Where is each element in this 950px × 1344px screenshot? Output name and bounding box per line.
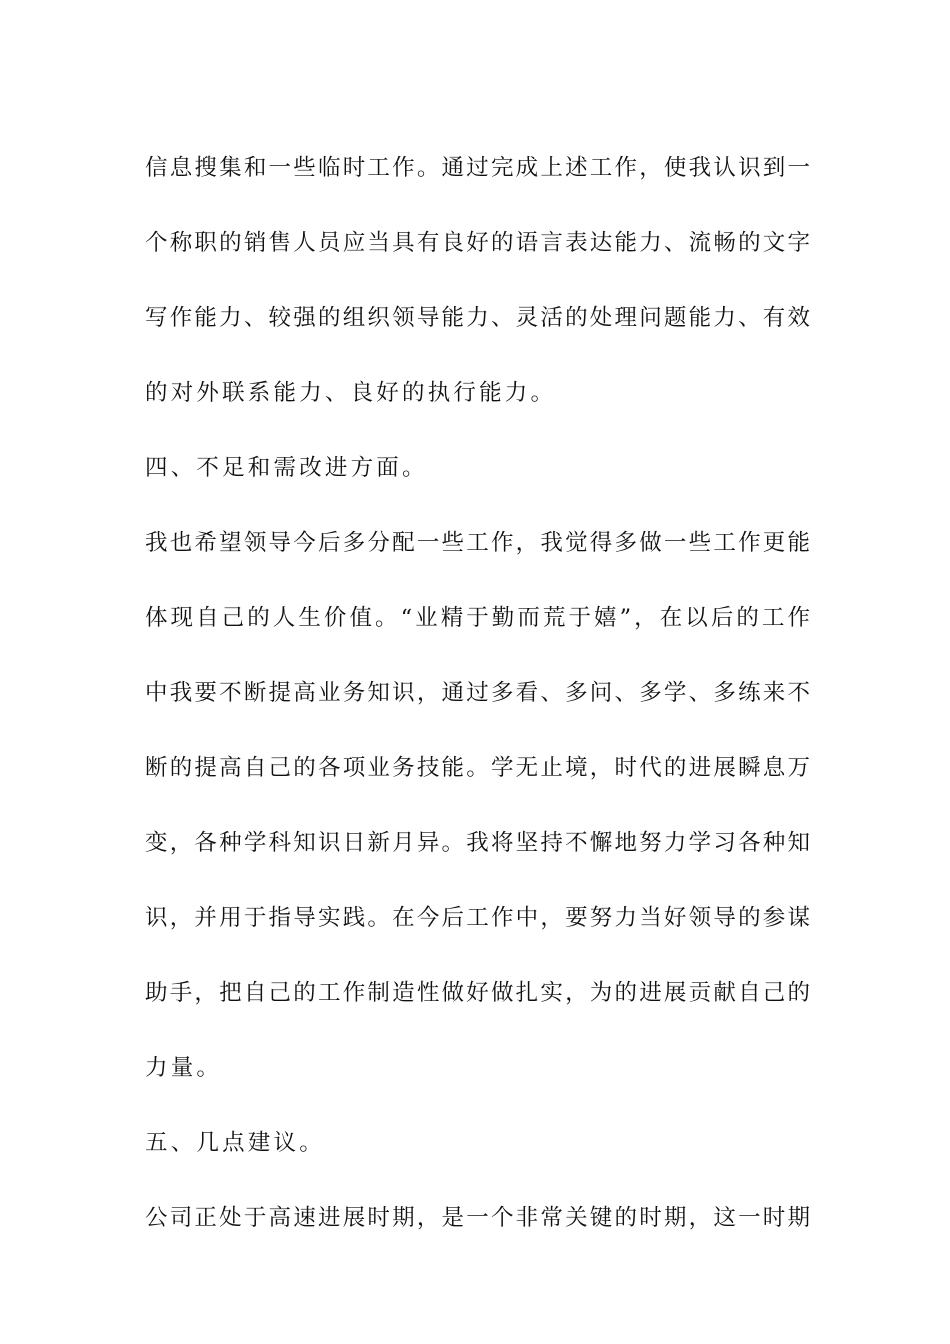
text-line-13: 力量。 xyxy=(145,1055,223,1081)
text-line-4: 的对外联系能力、良好的执行能力。 xyxy=(145,380,557,406)
section-heading-4: 四、不足和需改进方面。 xyxy=(145,455,428,481)
text-line-3: 写作能力、较强的组织领导能力、灵活的处理问题能力、有效 xyxy=(145,305,810,331)
section-heading-5: 五、几点建议。 xyxy=(145,1130,325,1156)
text-line-10: 变，各种学科知识日新月异。我将坚持不懈地努力学习各种知 xyxy=(145,830,810,856)
text-line-12: 助手，把自己的工作制造性做好做扎实，为的进展贡献自己的 xyxy=(145,980,810,1006)
text-line-2: 个称职的销售人员应当具有良好的语言表达能力、流畅的文字 xyxy=(145,230,810,256)
text-line-9: 断的提高自己的各项业务技能。学无止境，时代的进展瞬息万 xyxy=(145,755,810,781)
document-body xyxy=(145,131,810,1256)
text-line-11: 识，并用于指导实践。在今后工作中，要努力当好领导的参谋 xyxy=(145,905,810,931)
text-line-7: 体现自己的人生价值。“业精于勤而荒于嬉”，在以后的工作 xyxy=(145,605,810,631)
text-line-1: 信息搜集和一些临时工作。通过完成上述工作，使我认识到一 xyxy=(145,155,810,181)
text-line-8: 中我要不断提高业务知识，通过多看、多问、多学、多练来不 xyxy=(145,680,810,706)
text-line-15: 公司正处于高速进展时期，是一个非常关键的时期，这一时期 xyxy=(145,1205,810,1231)
text-line-6: 我也希望领导今后多分配一些工作，我觉得多做一些工作更能 xyxy=(145,530,810,556)
